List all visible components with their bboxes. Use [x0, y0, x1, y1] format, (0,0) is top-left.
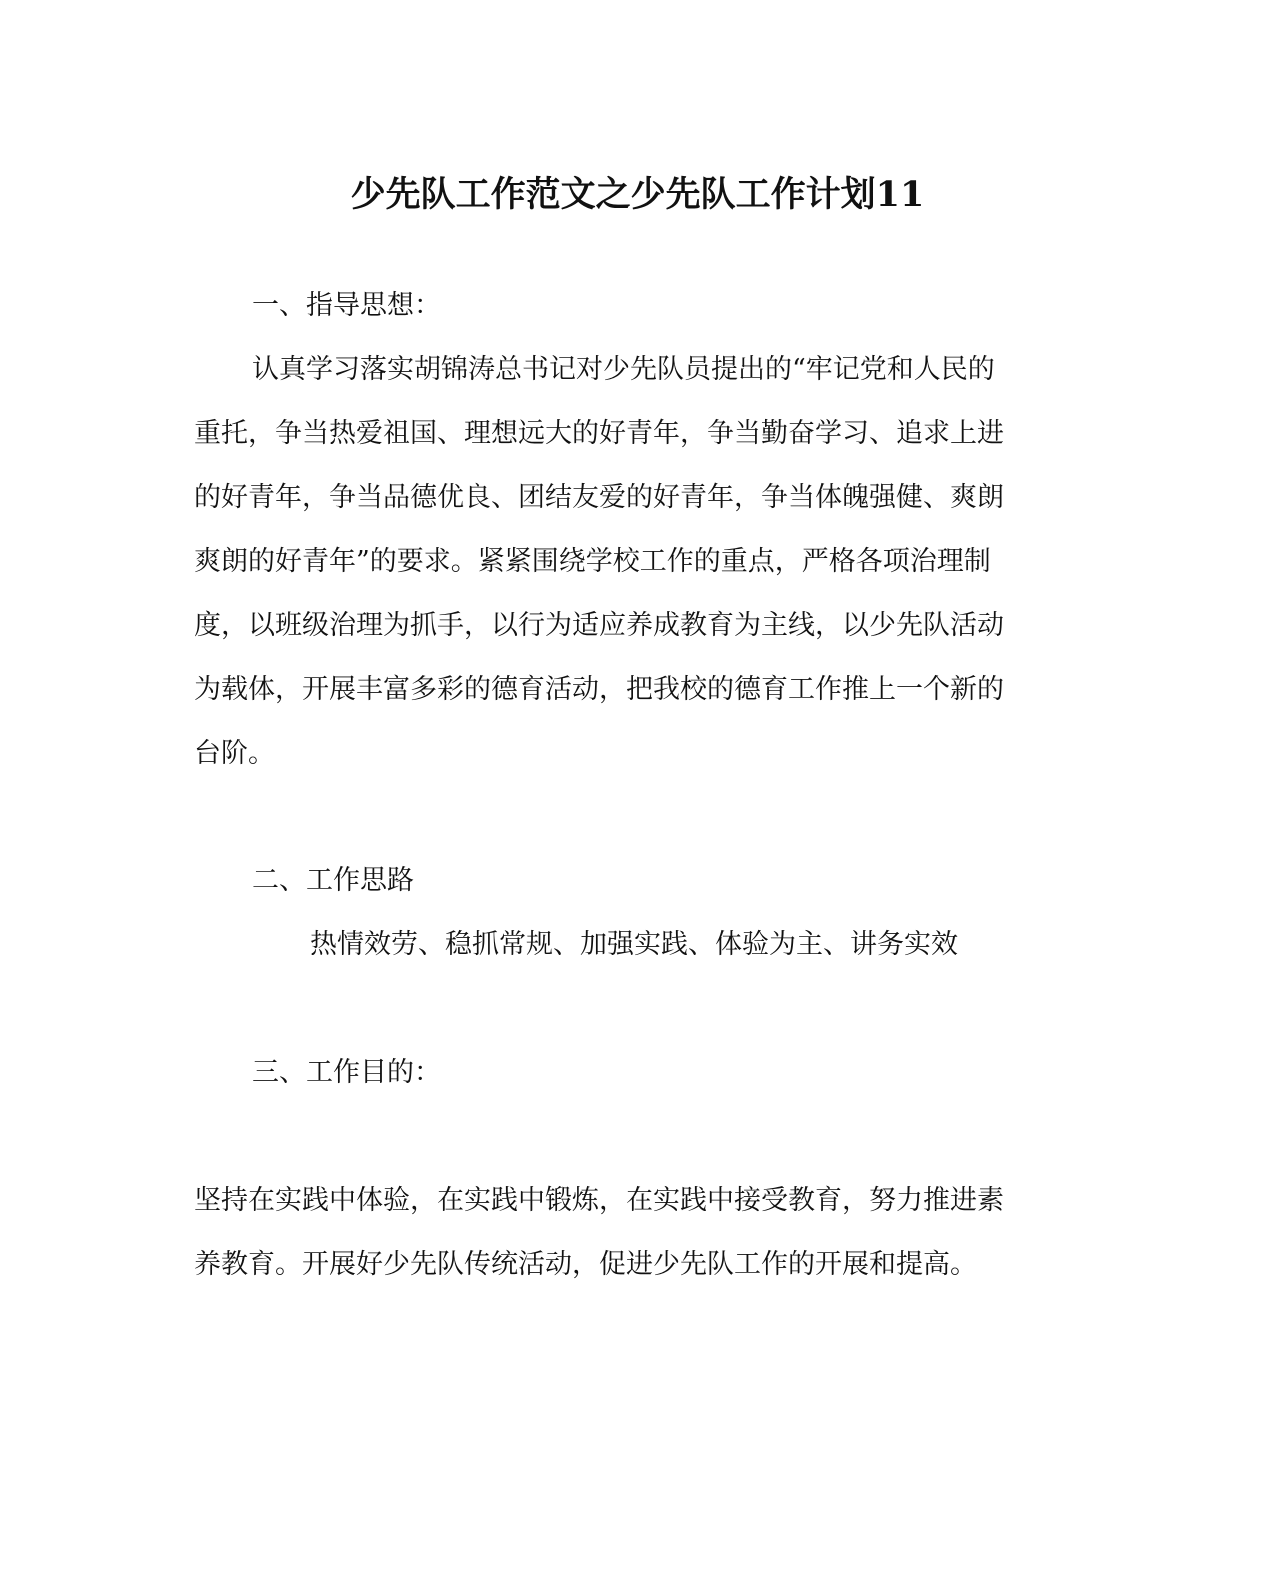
paragraph-line: 爽朗的好青年”的要求。紧紧围绕学校工作的重点，严格各项治理制	[194, 546, 991, 577]
section-body-work-approach: 热情效劳、稳抓常规、加强实践、体验为主、讲务实效	[310, 929, 958, 960]
paragraph-line: 为载体，开展丰富多彩的德育活动，把我校的德育工作推上一个新的	[194, 674, 1004, 705]
paragraph-line: 养教育。开展好少先队传统活动，促进少先队工作的开展和提高。	[194, 1249, 977, 1280]
section-heading-work-goals: 三、工作目的：	[252, 1057, 441, 1088]
document-title: 少先队工作范文之少先队工作计划11	[350, 174, 925, 215]
paragraph-line: 台阶。	[194, 738, 275, 769]
section-heading-guiding-ideology: 一、指导思想：	[252, 290, 441, 321]
paragraph-line: 的好青年，争当品德优良、团结友爱的好青年，争当体魄强健、爽朗	[194, 482, 1004, 513]
paragraph-line: 认真学习落实胡锦涛总书记对少先队员提出的“牢记党和人民的	[252, 354, 995, 385]
section-heading-work-approach: 二、工作思路	[252, 865, 414, 896]
paragraph-line: 重托，争当热爱祖国、理想远大的好青年，争当勤奋学习、追求上进	[194, 418, 1004, 449]
paragraph-line: 度，以班级治理为抓手，以行为适应养成教育为主线，以少先队活动	[194, 610, 1004, 641]
paragraph-line: 坚持在实践中体验，在实践中锻炼，在实践中接受教育，努力推进素	[194, 1185, 1004, 1216]
